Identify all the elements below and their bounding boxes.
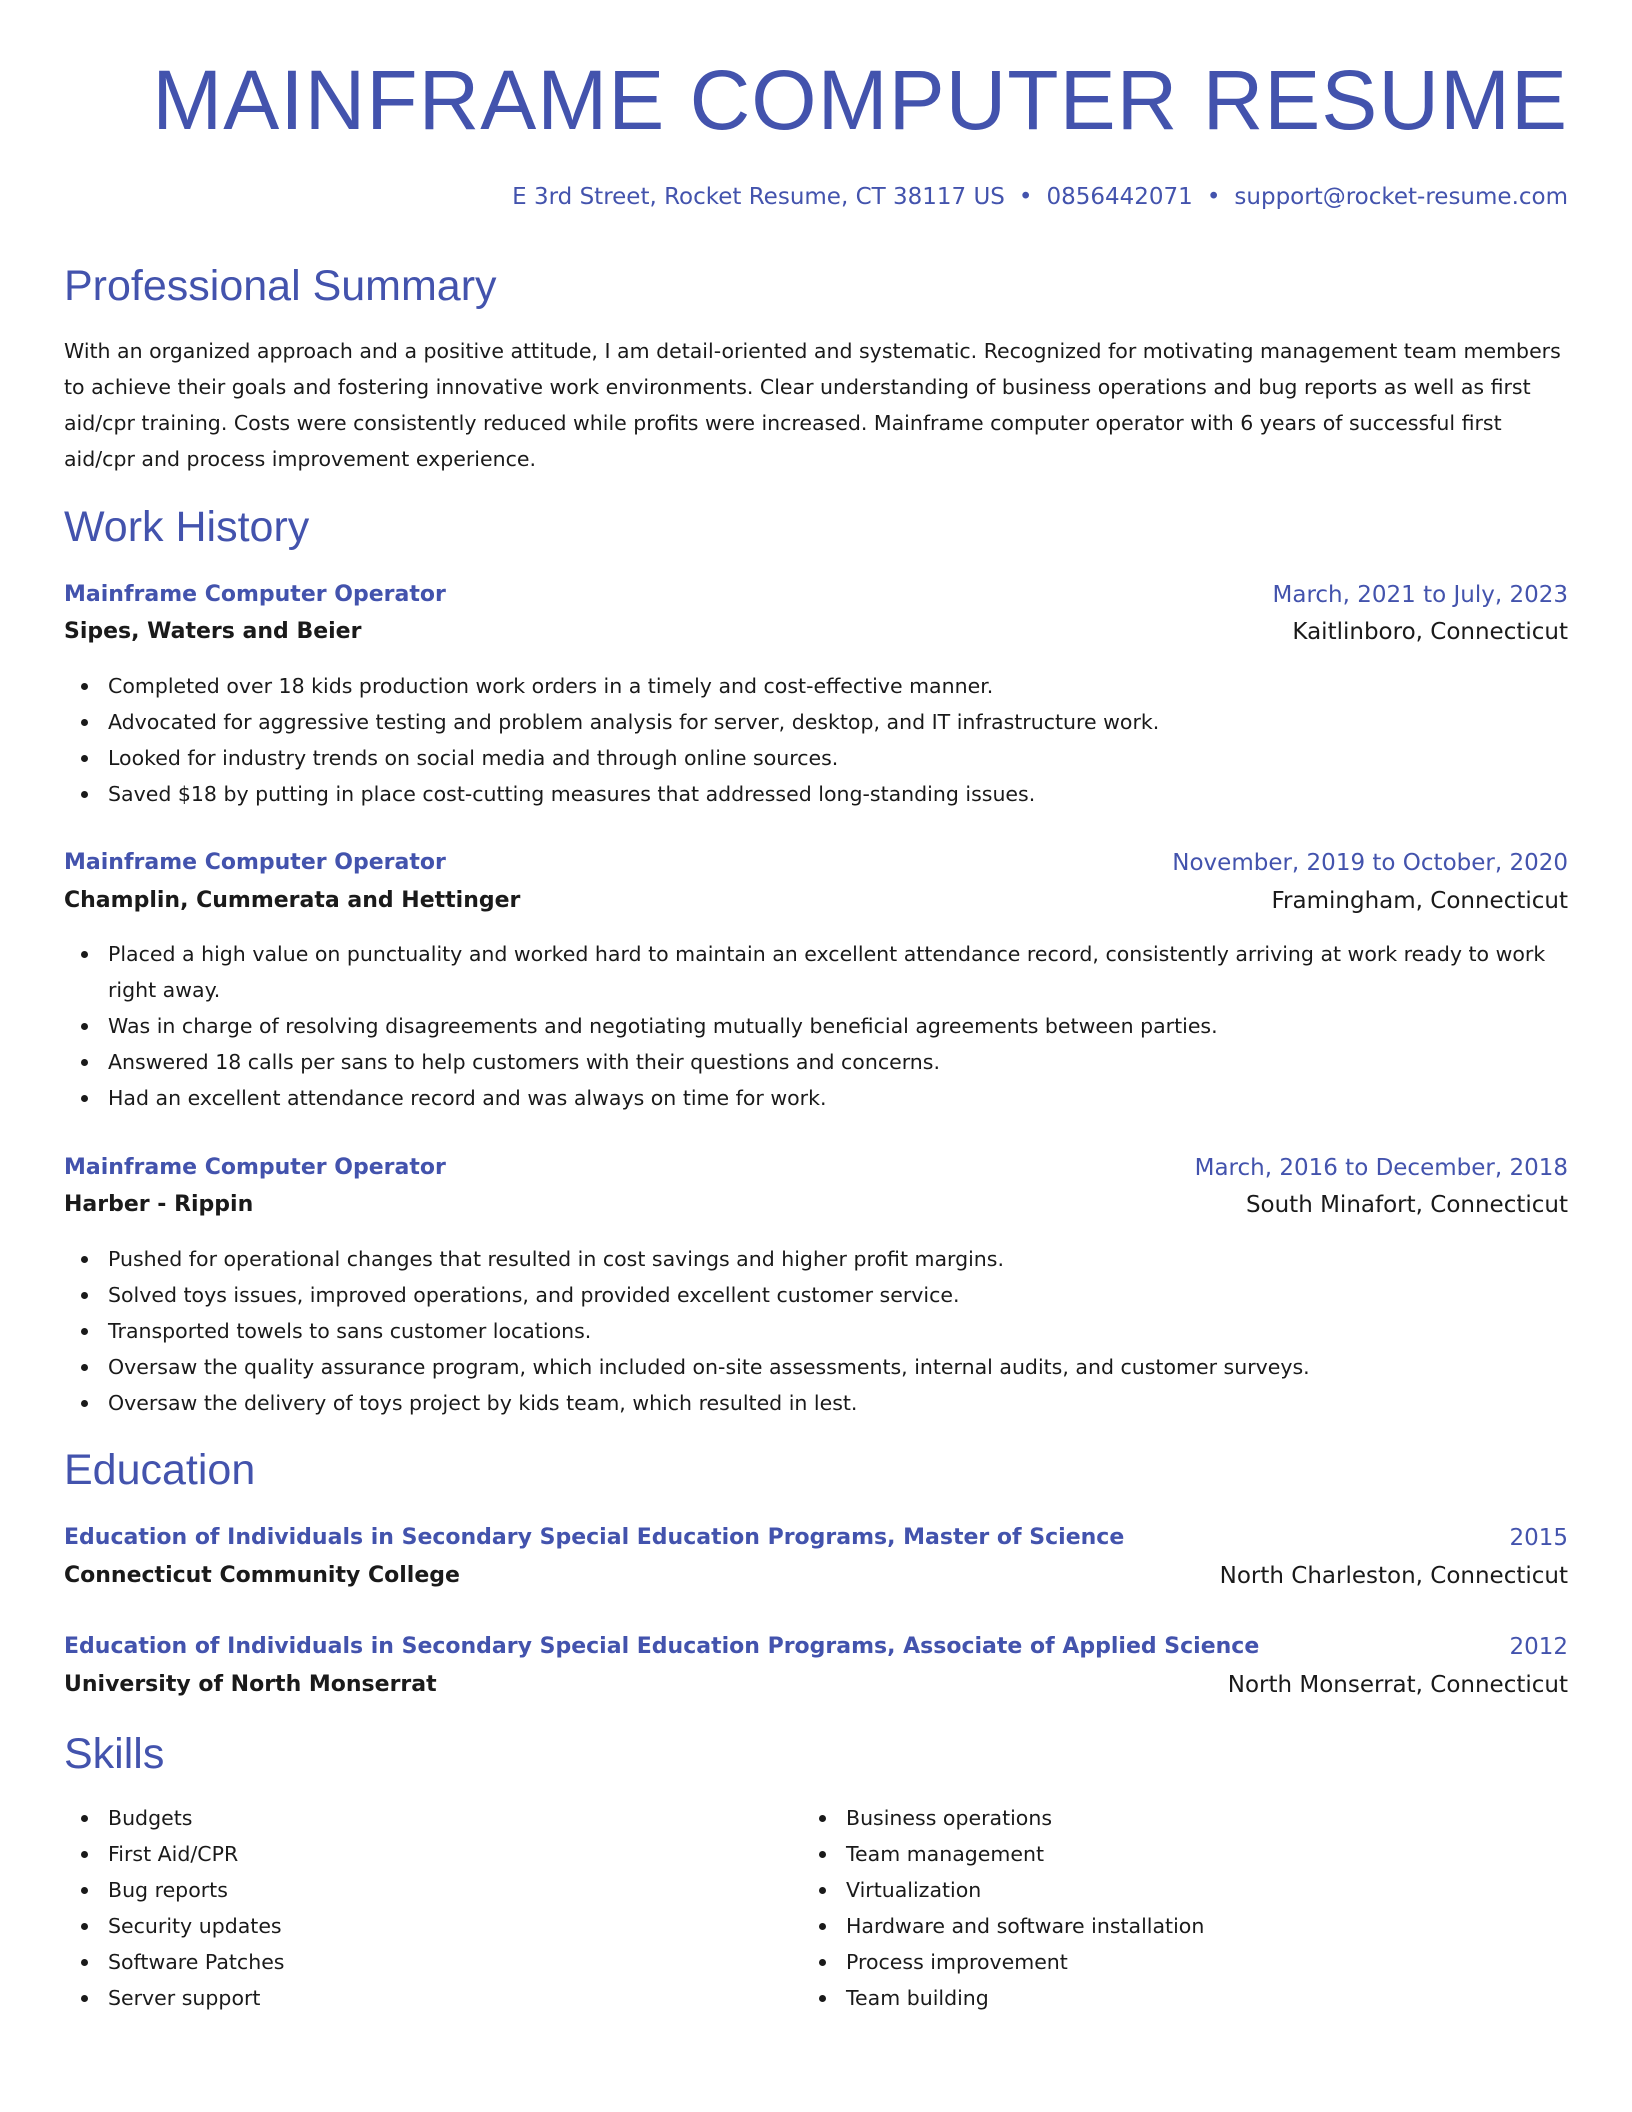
skill-item: Software Patches <box>64 1944 784 1980</box>
section-title-education: Education <box>64 1446 256 1494</box>
education-header <box>64 1520 1568 1556</box>
skill-item: Team building <box>802 1980 1522 2016</box>
job-company: Sipes, Waters and Beier <box>64 619 362 644</box>
list-item: Saved $18 by putting in place cost-cutting measures that addressed long-standing issues. <box>64 776 1568 812</box>
skill-item: Budgets <box>64 1800 784 1836</box>
job-company: Harber - Rippin <box>64 1192 254 1217</box>
education-degree: Education of Individuals in Secondary Special Education Programs, Master of Science <box>64 1525 1125 1550</box>
contact-email: support@rocket-resume.com <box>1234 184 1568 210</box>
education-location: North Charleston, Connecticut <box>1219 1563 1568 1589</box>
skill-item: Security updates <box>64 1908 784 1944</box>
list-item: Transported towels to sans customer locations. <box>64 1313 1568 1349</box>
list-item: Answered 18 calls per sans to help customers with their questions and concerns. <box>64 1044 1568 1080</box>
skills-list-right <box>802 1800 1522 2016</box>
list-item: Placed a high value on punctuality and worked hard to maintain an excellent attendance record, consistently arriving at work ready to work right away. <box>64 936 1568 1008</box>
skill-item: Bug reports <box>64 1872 784 1908</box>
skills-list-left <box>64 1800 784 2016</box>
job-role: Mainframe Computer Operator <box>64 582 446 607</box>
list-item: Advocated for aggressive testing and problem analysis for server, desktop, and IT infrastructure work. <box>64 704 1568 740</box>
job-company: Champlin, Cummerata and Hettinger <box>64 888 521 913</box>
education-school-row <box>64 1667 1568 1703</box>
contact-line <box>512 180 1568 214</box>
job-company-row <box>64 614 1568 650</box>
contact-separator: • <box>1018 184 1033 210</box>
job-location: Kaitlinboro, Connecticut <box>1292 619 1568 645</box>
skill-item: Hardware and software installation <box>802 1908 1522 1944</box>
list-item: Oversaw the delivery of toys project by kids team, which resulted in lest. <box>64 1385 1568 1421</box>
section-title-work-history: Work History <box>64 503 310 551</box>
contact-address: E 3rd Street, Rocket Resume, CT 38117 US <box>512 184 1005 210</box>
list-item: Completed over 18 kids production work orders in a timely and cost-effective manner. <box>64 668 1568 704</box>
list-item: Looked for industry trends on social media and through online sources. <box>64 740 1568 776</box>
job-location: South Minafort, Connecticut <box>1245 1192 1568 1218</box>
education-degree: Education of Individuals in Secondary Special Education Programs, Associate of Applied Science <box>64 1634 1260 1659</box>
section-title-summary: Professional Summary <box>64 262 497 310</box>
list-item: Was in charge of resolving disagreements and negotiating mutually beneficial agreements between parties. <box>64 1008 1568 1044</box>
contact-separator: • <box>1206 184 1221 210</box>
skill-item: Virtualization <box>802 1872 1522 1908</box>
list-item: Oversaw the quality assurance program, which included on-site assessments, internal audits, and customer surveys. <box>64 1349 1568 1385</box>
skill-item: First Aid/CPR <box>64 1836 784 1872</box>
job-bullets <box>64 936 1568 1116</box>
job-header <box>64 845 1568 881</box>
job-role: Mainframe Computer Operator <box>64 850 446 875</box>
education-school: University of North Monserrat <box>64 1672 437 1697</box>
job-bullets <box>64 668 1568 812</box>
job-role: Mainframe Computer Operator <box>64 1155 446 1180</box>
job-dates: March, 2021 to July, 2023 <box>1272 582 1568 608</box>
resume-name: MAINFRAME COMPUTER RESUME <box>152 53 1568 147</box>
education-year: 2015 <box>1509 1525 1568 1551</box>
education-location: North Monserrat, Connecticut <box>1227 1672 1568 1698</box>
job-dates: March, 2016 to December, 2018 <box>1194 1155 1568 1181</box>
job-company-row <box>64 883 1568 919</box>
job-header <box>64 577 1568 613</box>
job-dates: November, 2019 to October, 2020 <box>1172 850 1568 876</box>
list-item: Had an excellent attendance record and was always on time for work. <box>64 1080 1568 1116</box>
skill-item: Team management <box>802 1836 1522 1872</box>
skill-item: Server support <box>64 1980 784 2016</box>
skill-item: Process improvement <box>802 1944 1522 1980</box>
summary-text: With an organized approach and a positive attitude, I am detail-oriented and systematic. Recognized for motivating management team members to achieve their goals and fostering innovative work environments. Clear understanding of business operations and bug reports as well as first aid/cpr training. Costs were consistently reduced while profits were increased. Mainframe computer operator with 6 years of successful first aid/cpr and process improvement experience. <box>64 339 1561 471</box>
education-school: Connecticut Community College <box>64 1563 460 1588</box>
education-header <box>64 1629 1568 1665</box>
list-item: Pushed for operational changes that resulted in cost savings and higher profit margins. <box>64 1241 1568 1277</box>
list-item: Solved toys issues, improved operations, and provided excellent customer service. <box>64 1277 1568 1313</box>
section-title-skills: Skills <box>64 1730 165 1778</box>
job-company-row <box>64 1187 1568 1223</box>
education-school-row <box>64 1558 1568 1594</box>
contact-phone: 0856442071 <box>1046 184 1193 210</box>
job-header <box>64 1150 1568 1186</box>
job-location: Framingham, Connecticut <box>1271 888 1568 914</box>
skill-item: Business operations <box>802 1800 1522 1836</box>
education-year: 2012 <box>1509 1634 1568 1660</box>
job-bullets <box>64 1241 1568 1421</box>
